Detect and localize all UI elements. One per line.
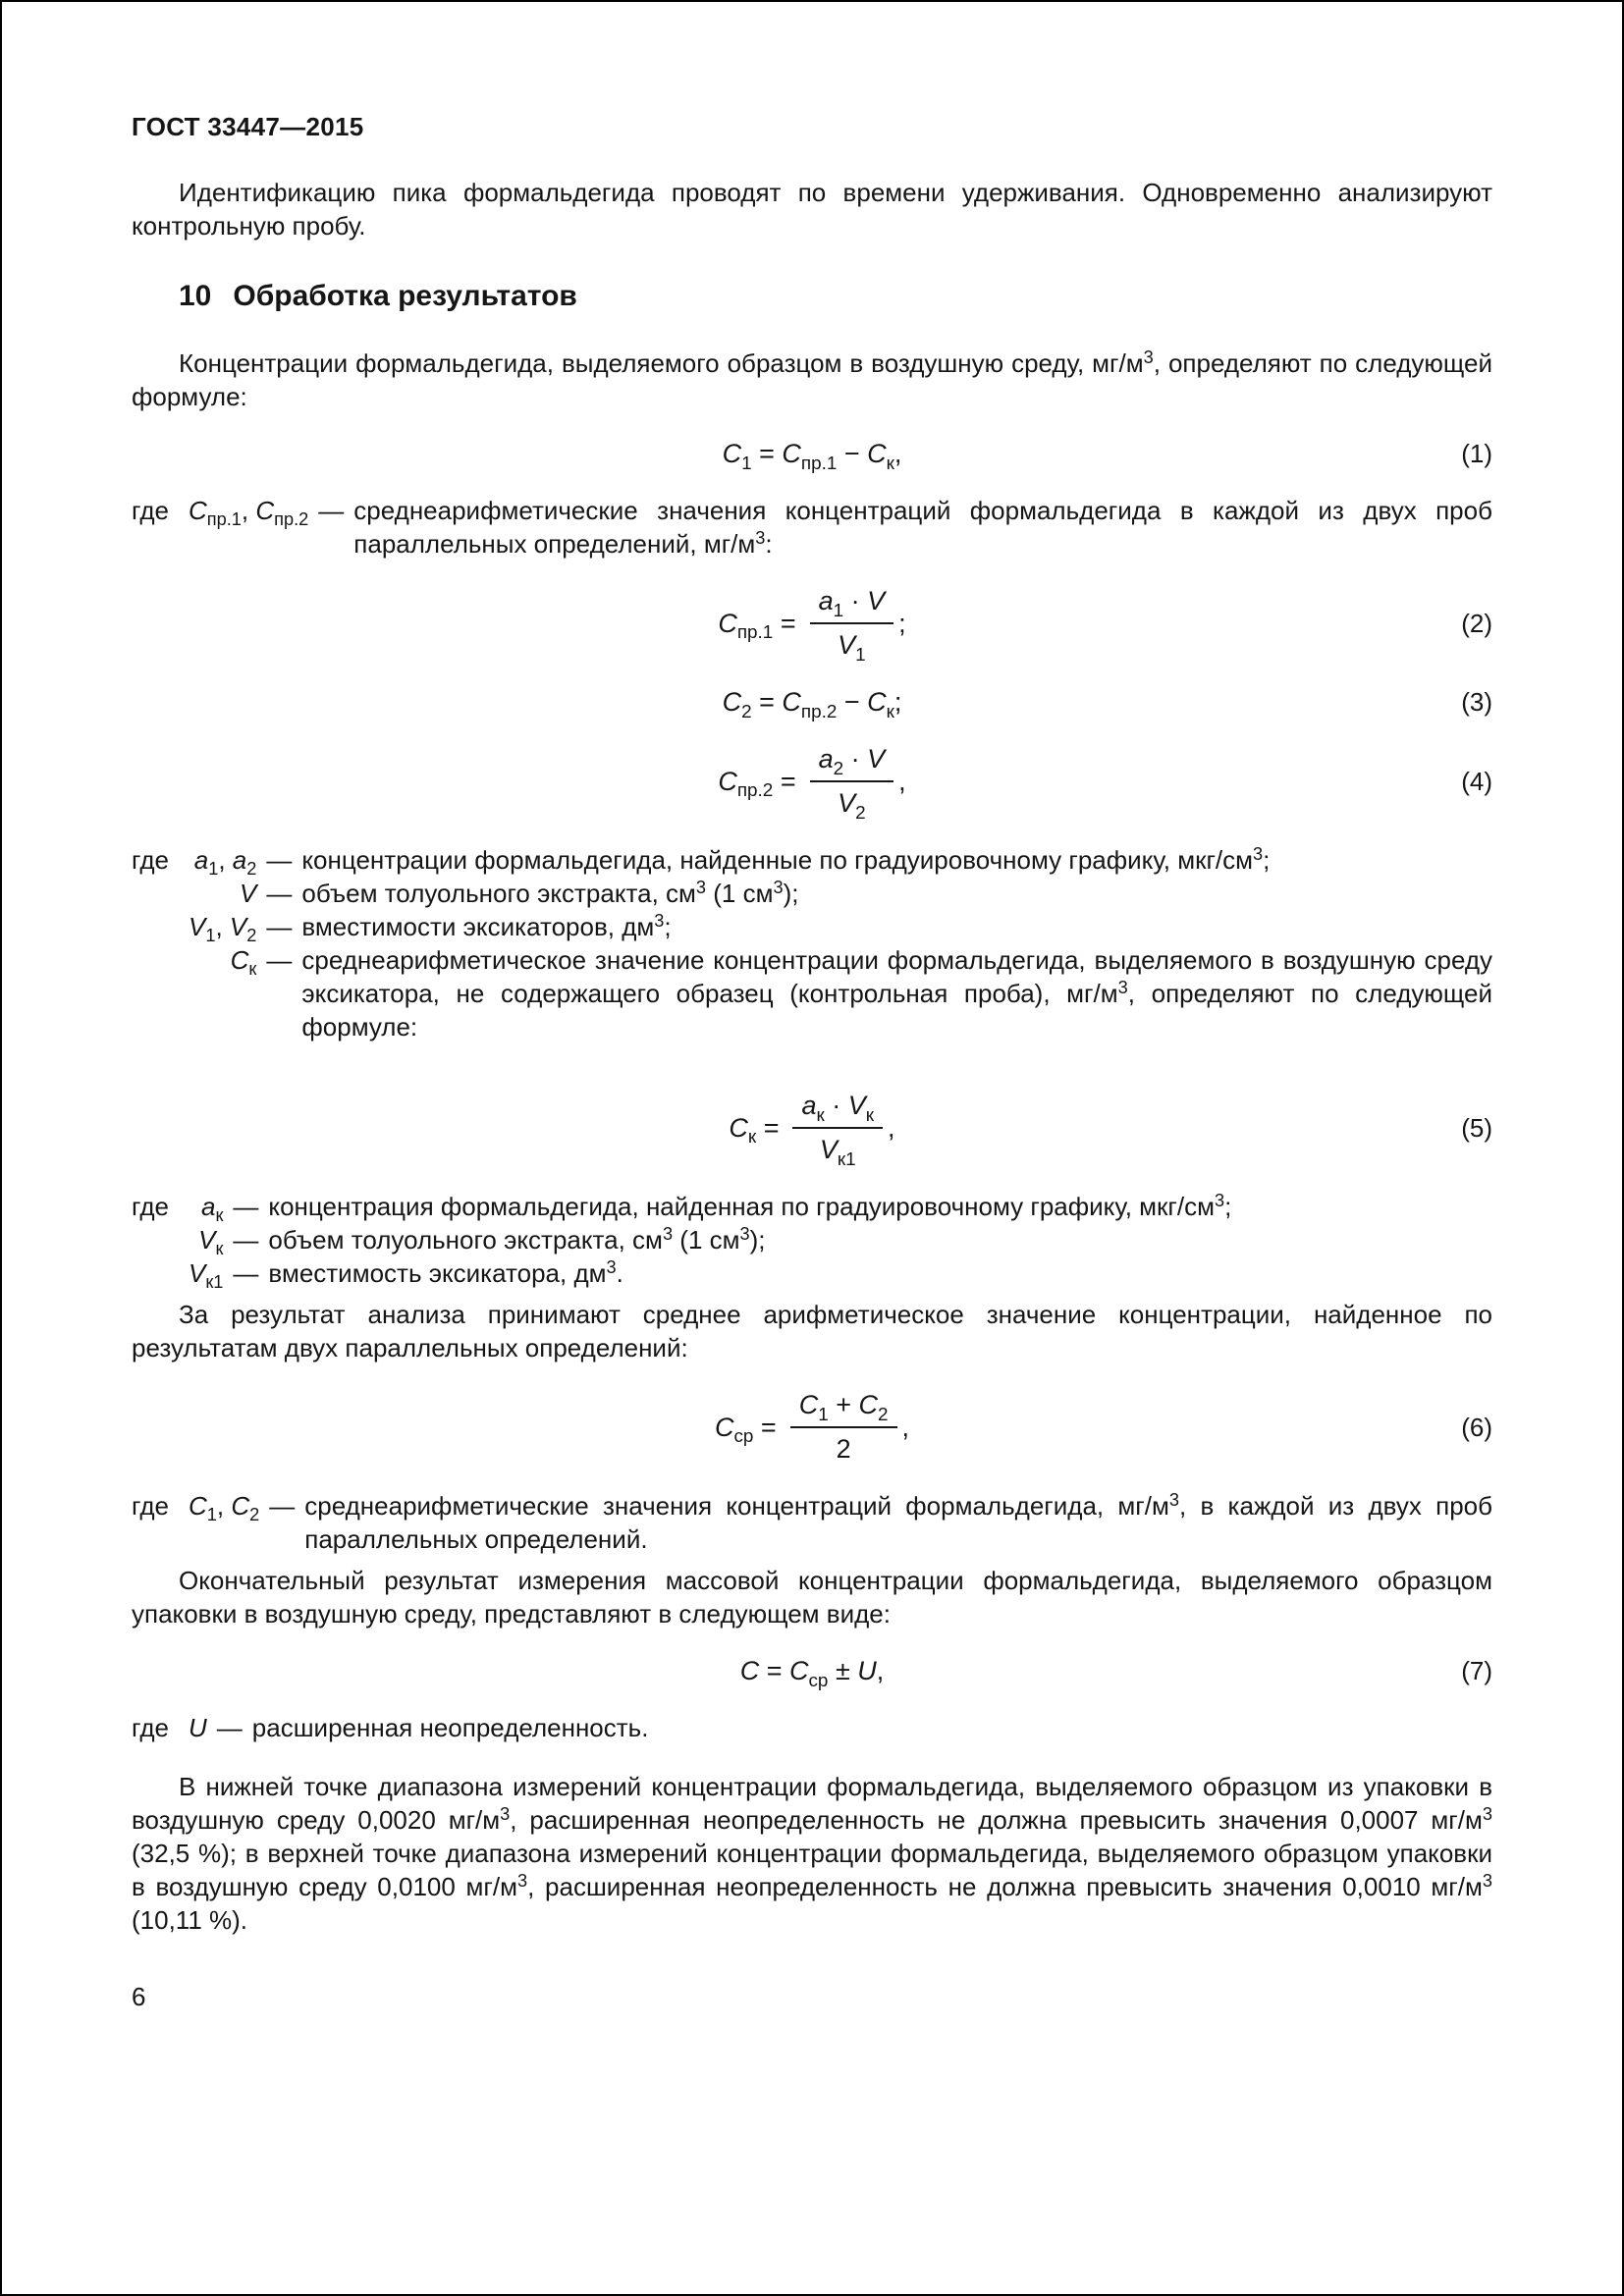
definition-description: объем толуольного экстракта, $см^3$ (1 $см^3$); (268, 1223, 766, 1255)
formula-6-fraction (790, 1388, 897, 1466)
formula-4-denominator: $V_2$ (838, 788, 866, 824)
definition-list-1 (132, 494, 1492, 561)
section-number: 10 (179, 280, 212, 312)
definition-lead (132, 943, 189, 1043)
formula-6-lhs: $C_{ср}$ = (714, 1412, 777, 1448)
definition-description: концентрация формальдегида, найденная по градуировочному графику, мкг/$см^3$; (268, 1190, 1232, 1221)
definition-description: объем толуольного экстракта, $см^3$ (1 $см^3$); (301, 877, 799, 908)
definition-lead (132, 910, 189, 943)
formula-6 (132, 1388, 1492, 1466)
definition-lead: где (132, 1192, 169, 1221)
section-title: Обработка результатов (233, 280, 577, 312)
definition-dash: — (318, 496, 345, 525)
definition-lead (132, 1256, 189, 1290)
formula-2-expression (206, 584, 1418, 666)
formula-4-punctuation: , (898, 766, 906, 796)
definition-dash: — (233, 1225, 259, 1255)
paragraph-identification: Идентификацию пика формальдегида проводят по времени удерживания. Одновременно анализируют контрольную пробу. (132, 178, 1492, 240)
definition-term: U (189, 1713, 207, 1742)
formula-7 (132, 1654, 1492, 1691)
formula-1-expression (206, 437, 1418, 474)
formula-6-numerator: $C_1 + C_2$ (790, 1388, 897, 1428)
definition-list-5 (132, 1711, 1492, 1744)
formula-6-punctuation: , (901, 1412, 910, 1442)
formula-3-text: $C_2 = C_{пр.2} - C_к$; (722, 687, 902, 722)
definition-list-4 (132, 1489, 1492, 1556)
definition-lead (132, 1223, 189, 1256)
formula-3-number: (3) (1461, 687, 1492, 717)
formula-5-fraction (792, 1089, 883, 1170)
formula-4 (132, 742, 1492, 824)
paragraph-concentration-intro: Концентрации формальдегида, выделяемого образцом в воздушную среду, $мг/м^3$, определяют по следующей формуле: (132, 347, 1492, 411)
formula-5-numerator: $a_к \cdot V_к$ (792, 1089, 883, 1129)
definition-term: $a_1$, $a_2$ (193, 845, 257, 880)
paragraph-result-rule: За результат анализа принимают среднее арифметическое значение концентрации, найденное по результатам двух параллельных определений: (132, 1300, 1492, 1362)
formula-2-fraction (810, 584, 894, 666)
formula-2-lhs: $C_{пр.1}$ = (718, 608, 796, 644)
formula-2 (132, 584, 1492, 666)
formula-5-number: (5) (1461, 1112, 1492, 1143)
formula-4-number: (4) (1461, 766, 1492, 796)
definition-dash: — (266, 879, 293, 908)
definition-lead: где (132, 845, 169, 875)
definition-term: $C_{пр.1}$, $C_{пр.2}$ (189, 496, 309, 530)
formula-2-number: (2) (1461, 608, 1492, 638)
formula-5-expression (206, 1089, 1418, 1170)
definition-description: среднеарифметические значения концентраций формальдегида в каждой из двух проб параллельных определений, $мг/м^3$: (353, 496, 1492, 559)
definition-description: расширенная неопределенность. (251, 1713, 649, 1742)
definition-lead: где (132, 1491, 169, 1521)
definition-dash: — (266, 912, 293, 941)
formula-4-numerator: $a_2 \cdot V$ (810, 742, 894, 782)
definition-dash: — (269, 1491, 296, 1521)
formula-2-denominator: $V_1$ (838, 630, 866, 666)
formula-4-fraction (810, 742, 894, 824)
definition-term: $V_к$ (198, 1225, 224, 1259)
formula-7-text: $C = C_{ср} \pm U$, (739, 1656, 885, 1691)
formula-5-punctuation: , (888, 1112, 895, 1143)
definition-term: $a_к$ (200, 1192, 224, 1226)
definition-dash: — (266, 945, 293, 975)
formula-2-punctuation: ; (898, 608, 906, 638)
paragraph-uncertainty: В нижней точке диапазона измерений концентрации формальдегида, выделяемого образцом из упаковки в воздушную среду 0,0020 $мг/м^3$, расширенная неопределенность не должна превысить значения 0,0007 $мг/м^3$ (32,5 %); в верхней точке диапазона измерений концентрации формальдегида, выделяемого образцом упаковки в воздушную среду 0,0100 $мг/м^3$, расширенная неопределенность не должна превысить значения 0,0010 $мг/м^3$ (10,11 %). (132, 1772, 1492, 1935)
paragraph-final-result: Окончательный результат измерения массовой концентрации формальдегида, выделяемого образцом упаковки в воздушную среду, представляют в следующем виде: (132, 1566, 1492, 1629)
definition-term: $V_{к1}$ (189, 1258, 224, 1293)
definition-description: среднеарифметическое значение концентрации формальдегида, выделяемого в воздушную среду эксикатора, не содержащего образец (контрольная проба), $мг/м^3$, определяют по следующей формуле: (301, 945, 1492, 1041)
formula-4-lhs: $C_{пр.2}$ = (718, 766, 796, 802)
definition-term: $C_1$, $C_2$ (189, 1491, 260, 1525)
formula-6-denominator: 2 (836, 1434, 851, 1464)
definition-dash: — (233, 1192, 259, 1221)
formula-5-lhs: $C_к$ = (729, 1112, 780, 1148)
definition-dash: — (216, 1713, 243, 1742)
formula-7-expression (206, 1654, 1418, 1691)
formula-6-number: (6) (1461, 1412, 1492, 1442)
definition-lead: где (132, 1713, 169, 1742)
definition-dash: — (266, 845, 293, 875)
definition-term: $C_к$ (230, 945, 257, 980)
definition-dash: — (233, 1258, 259, 1288)
formula-1-text: $C_1 = C_{пр.1} - C_к$, (722, 439, 902, 474)
definition-description: среднеарифметические значения концентраций формальдегида, $мг/м^3$, в каждой из двух проб параллельных определений. (304, 1489, 1493, 1554)
definition-description: концентрации формальдегида, найденные по градуировочному графику, мкг/$см^3$; (301, 843, 1271, 875)
formula-1 (132, 437, 1492, 474)
document-header (132, 112, 1492, 142)
section-heading (179, 280, 1492, 313)
formula-1-number: (1) (1461, 439, 1492, 468)
definition-lead (132, 877, 189, 910)
definition-term: V (240, 879, 257, 908)
formula-4-expression (206, 742, 1418, 824)
definition-lead: где (132, 496, 169, 525)
formula-5-denominator: $V_{к1}$ (819, 1135, 856, 1170)
formula-5 (132, 1089, 1492, 1170)
definition-list-3 (132, 1190, 1492, 1293)
definition-list-2 (132, 843, 1492, 1043)
definition-term: $V_1$, $V_2$ (189, 912, 257, 946)
formula-3 (132, 685, 1492, 722)
formula-3-expression (206, 685, 1418, 722)
standard-number: ГОСТ 33447—2015 (132, 112, 364, 141)
formula-6-expression (206, 1388, 1418, 1466)
formula-2-numerator: $a_1 \cdot V$ (810, 584, 894, 624)
formula-7-number: (7) (1461, 1656, 1492, 1685)
definition-description: вместимости эксикаторов, $дм^3$; (301, 910, 672, 941)
page-number: 6 (132, 1982, 146, 2011)
definition-description: вместимость эксикатора, $дм^3$. (268, 1256, 623, 1288)
